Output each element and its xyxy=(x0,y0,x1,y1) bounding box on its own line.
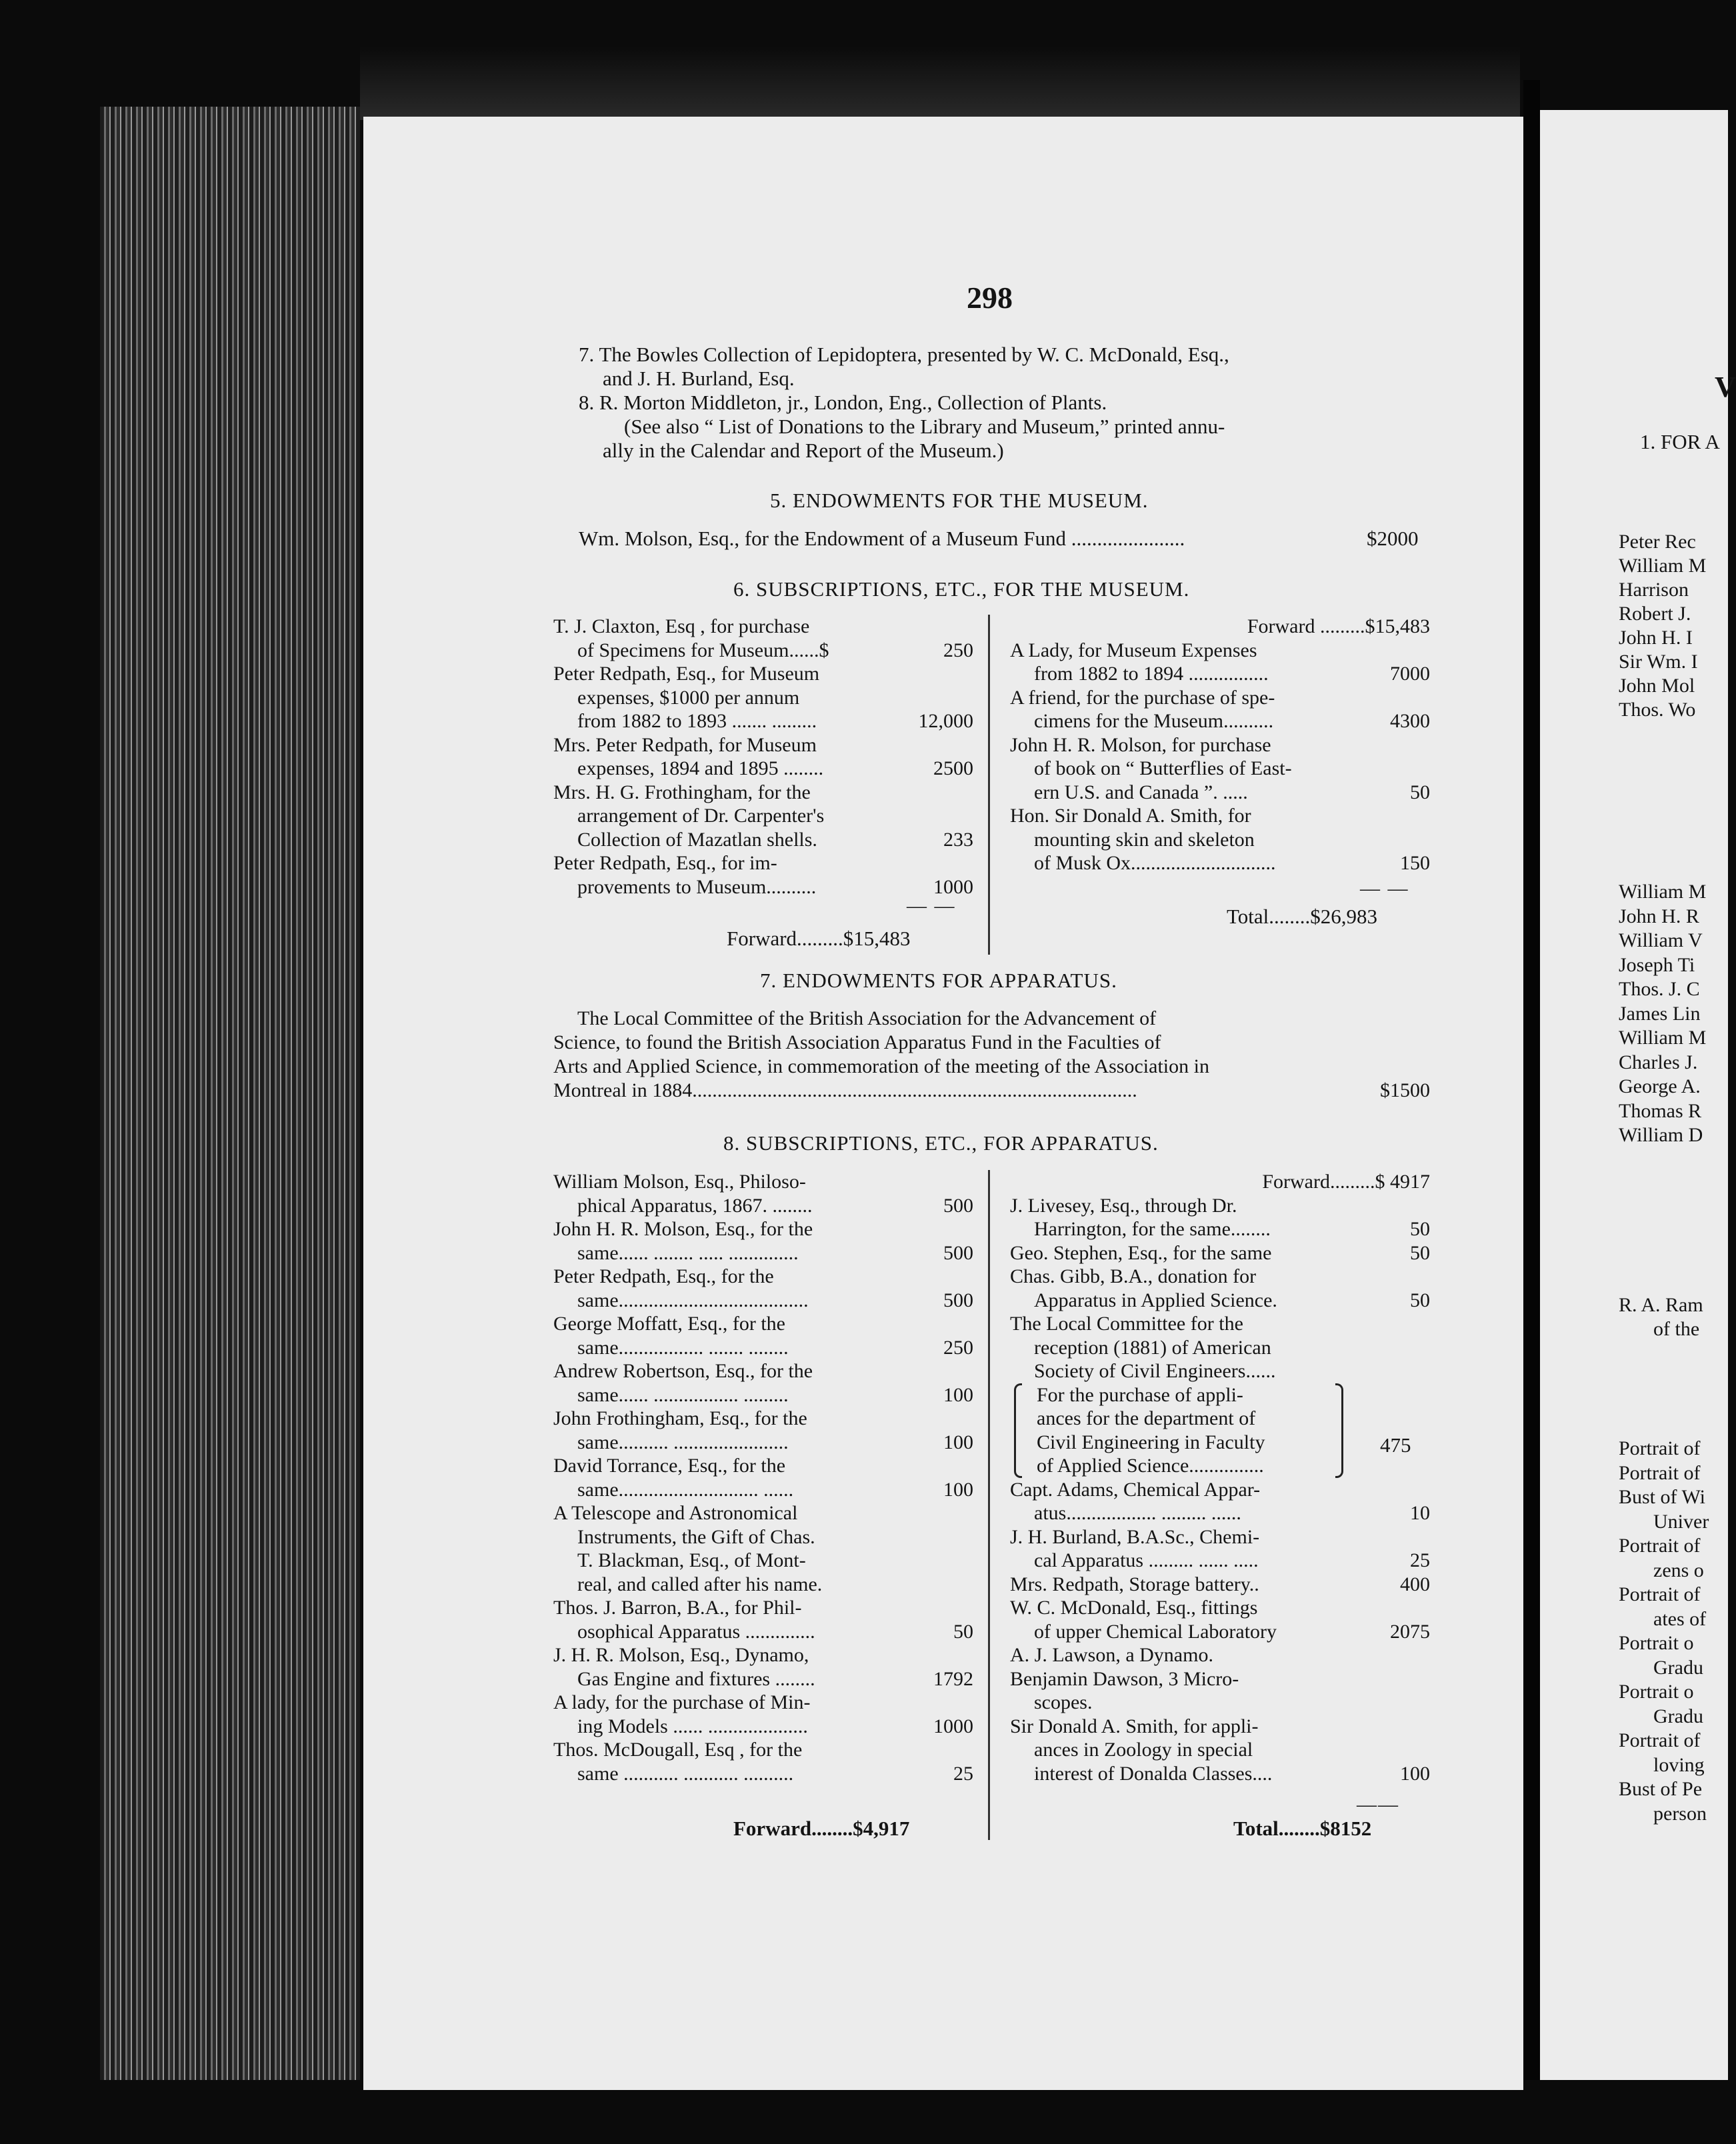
section-6-right-column xyxy=(1010,615,1430,875)
entry-amount: 100 xyxy=(943,1431,973,1453)
entry-row xyxy=(553,1691,973,1715)
entry-row xyxy=(1010,1194,1430,1218)
facing-line: Portrait of xyxy=(1619,1437,1701,1459)
paragraph-text: Arts and Applied Science, in commemoration of the meeting of the Association in xyxy=(553,1055,1209,1077)
facing-line: Portrait of xyxy=(1619,1461,1701,1484)
entry-text: same.......... ....................... xyxy=(577,1431,789,1453)
facing-title-fragment: V xyxy=(1715,371,1736,403)
entry-row xyxy=(1010,639,1430,663)
entry-text: from 1882 to 1894 ................ xyxy=(1034,663,1269,685)
facing-line: Charles J. xyxy=(1619,1051,1698,1073)
facing-line: Bust of Wi xyxy=(1619,1486,1705,1508)
section-8-right-column xyxy=(1010,1170,1430,1785)
item-8: 8. R. Morton Middleton, jr., London, Eng., Collection of Plants. xyxy=(579,391,1107,414)
entry-text: of Specimens for Museum......$ xyxy=(577,639,829,661)
entry-row xyxy=(553,1643,973,1667)
section-6-divider xyxy=(988,615,990,955)
entry-amount: 50 xyxy=(1410,1289,1430,1311)
entry-text: same...... ........ ..... .............. xyxy=(577,1241,799,1264)
entry-row xyxy=(1010,1691,1430,1715)
entry-row xyxy=(553,615,973,639)
entry-text: T. J. Claxton, Esq , for purchase xyxy=(553,615,810,637)
entry-text: expenses, $1000 per annum xyxy=(577,686,800,709)
entry-amount: 400 xyxy=(1400,1573,1430,1595)
entry-text: Peter Redpath, Esq., for im- xyxy=(553,852,777,874)
entry-text: Mrs. Redpath, Storage battery.. xyxy=(1010,1573,1259,1595)
section-6-right-rule: — — xyxy=(1360,877,1409,899)
entry-amount: 12,000 xyxy=(918,710,973,732)
facing-line: William D xyxy=(1619,1124,1703,1146)
entry-row xyxy=(1010,804,1430,828)
paragraph-line xyxy=(553,1031,1430,1055)
facing-line: John Mol xyxy=(1619,675,1695,697)
entry-text: Gas Engine and fixtures ........ xyxy=(577,1667,815,1690)
entry-text: Andrew Robertson, Esq., for the xyxy=(553,1360,813,1382)
section-6-right-total: Total........$26,983 xyxy=(1227,905,1378,928)
entry-row xyxy=(1010,1596,1430,1620)
entry-row xyxy=(553,1620,973,1644)
entry-row xyxy=(553,1715,973,1739)
facing-line: Bust of Pe xyxy=(1619,1778,1703,1800)
entry-text: of Musk Ox............................. xyxy=(1034,852,1276,874)
book-gutter xyxy=(1523,80,1540,2080)
entry-row xyxy=(1010,686,1430,710)
entry-text: Thos. J. Barron, B.A., for Phil- xyxy=(553,1597,802,1619)
entry-row xyxy=(1010,709,1430,733)
entry-amount: 500 xyxy=(943,1289,973,1311)
entry-row xyxy=(1010,1454,1430,1478)
entry-text: cimens for the Museum.......... xyxy=(1034,710,1274,732)
facing-line: William M xyxy=(1619,555,1707,577)
entry-text: J. H. Burland, B.A.Sc., Chemi- xyxy=(1010,1525,1260,1548)
entry-row xyxy=(1010,1525,1430,1549)
section-8-left-total: Forward........$4,917 xyxy=(733,1817,910,1840)
entry-text: real, and called after his name. xyxy=(577,1573,823,1595)
page-number: 298 xyxy=(967,281,1013,315)
entry-text: Collection of Mazatlan shells. xyxy=(577,828,817,851)
entry-amount: 250 xyxy=(943,1336,973,1359)
entry-text: of upper Chemical Laboratory xyxy=(1034,1620,1277,1643)
facing-line: William V xyxy=(1619,929,1703,951)
entry-row xyxy=(1010,1336,1430,1360)
entry-row xyxy=(553,1289,973,1313)
facing-line: zens o xyxy=(1653,1559,1704,1581)
entry-row xyxy=(1010,1407,1430,1431)
facing-section-fragment: 1. FOR A xyxy=(1640,430,1720,453)
entry-text: cal Apparatus ......... ...... ..... xyxy=(1034,1549,1259,1571)
facing-line: Sir Wm. I xyxy=(1619,651,1698,673)
paragraph-text: Science, to found the British Association Apparatus Fund in the Faculties of xyxy=(553,1031,1161,1053)
entry-text: phical Apparatus, 1867. ........ xyxy=(577,1194,813,1217)
facing-line: William M xyxy=(1619,1027,1707,1049)
entry-amount: 100 xyxy=(943,1478,973,1501)
entry-text: Harrington, for the same........ xyxy=(1034,1218,1271,1240)
entry-amount: 1000 xyxy=(933,875,973,898)
entry-text: Civil Engineering in Faculty xyxy=(1037,1431,1265,1453)
section-8-left-column xyxy=(553,1170,973,1785)
entry-text: Hon. Sir Donald A. Smith, for xyxy=(1010,805,1251,827)
entry-row xyxy=(1010,1549,1430,1573)
entry-text: George Moffatt, Esq., for the xyxy=(553,1313,785,1335)
entry-row xyxy=(553,1501,973,1525)
section-8-brace-amount: 475 xyxy=(1380,1433,1411,1457)
entry-row xyxy=(1010,1241,1430,1265)
entry-text: ing Models ...... .................... xyxy=(577,1715,808,1737)
entry-amount: 25 xyxy=(1410,1549,1430,1571)
entry-amount: 500 xyxy=(943,1194,973,1217)
entry-text: provements to Museum.......... xyxy=(577,875,817,898)
entry-row xyxy=(1010,1715,1430,1739)
facing-line: Portrait o xyxy=(1619,1632,1694,1654)
entry-amount: 50 xyxy=(953,1620,973,1643)
entry-row xyxy=(553,1478,973,1502)
entry-text: Peter Redpath, Esq., for the xyxy=(553,1265,774,1287)
facing-line: Portrait o xyxy=(1619,1681,1694,1703)
entry-row xyxy=(1010,1478,1430,1502)
entry-row xyxy=(553,1431,973,1455)
entry-row xyxy=(1010,1643,1430,1667)
entry-text: W. C. McDonald, Esq., fittings xyxy=(1010,1597,1258,1619)
entry-text: John H. R. Molson, for purchase xyxy=(1010,733,1271,756)
section-6-left-total: Forward.........$15,483 xyxy=(727,927,911,950)
entry-text: For the purchase of appli- xyxy=(1037,1383,1243,1406)
entry-row xyxy=(553,757,973,781)
entry-row xyxy=(553,1525,973,1549)
facing-line: Thos. Wo xyxy=(1619,699,1696,721)
entry-row xyxy=(553,1265,973,1289)
facing-line: Harrison xyxy=(1619,579,1689,601)
entry-row xyxy=(1010,1667,1430,1691)
right-brace xyxy=(1335,1383,1343,1478)
left-brace xyxy=(1014,1383,1022,1478)
section-8-heading: 8. SUBSCRIPTIONS, ETC., FOR APPARATUS. xyxy=(723,1131,1159,1155)
entry-row xyxy=(1010,1762,1430,1786)
entry-row xyxy=(553,1407,973,1431)
entry-text: Thos. McDougall, Esq , for the xyxy=(553,1739,803,1761)
entry-text: same................. ....... ........ xyxy=(577,1336,789,1359)
entry-text: Mrs. Peter Redpath, for Museum xyxy=(553,733,817,756)
section-6-left-rule: — — xyxy=(907,895,956,917)
entry-amount: 250 xyxy=(943,639,973,661)
section-6-left-column xyxy=(553,615,973,899)
entry-row xyxy=(1010,1501,1430,1525)
entry-text: scopes. xyxy=(1034,1691,1093,1713)
book-fore-edge xyxy=(100,107,360,2080)
entry-amount: 2075 xyxy=(1390,1620,1430,1643)
entry-row xyxy=(1010,828,1430,852)
entry-row xyxy=(1010,1383,1430,1407)
entry-text: J. Livesey, Esq., through Dr. xyxy=(1010,1194,1237,1217)
paragraph-line xyxy=(553,1055,1430,1079)
section-8-right-total: Total........$8152 xyxy=(1233,1817,1372,1840)
entry-text: John H. R. Molson, Esq., for the xyxy=(553,1218,813,1240)
entry-text: Chas. Gibb, B.A., donation for xyxy=(1010,1265,1257,1287)
facing-line: Thomas R xyxy=(1619,1099,1702,1122)
section-8-right-rule: —— xyxy=(1357,1793,1399,1815)
entry-row xyxy=(553,1738,973,1762)
entry-text: Mrs. H. G. Frothingham, for the xyxy=(553,781,811,803)
entry-row xyxy=(553,1241,973,1265)
entry-amount: 100 xyxy=(1400,1762,1430,1785)
entry-text: atus.................. ......... ...... xyxy=(1034,1502,1241,1524)
entry-row xyxy=(1010,1573,1430,1597)
entry-text: mounting skin and skeleton xyxy=(1034,828,1255,851)
entry-row xyxy=(1010,851,1430,875)
entry-amount: 10 xyxy=(1410,1502,1430,1524)
entry-text: Apparatus in Applied Science. xyxy=(1034,1289,1277,1311)
page-shadow xyxy=(360,47,1520,120)
facing-line: Gradu xyxy=(1653,1705,1703,1727)
entry-row xyxy=(553,1359,973,1383)
entry-row xyxy=(1010,1265,1430,1289)
entry-row xyxy=(553,1549,973,1573)
paragraph-text: Montreal in 1884......................................................................................... xyxy=(553,1079,1137,1101)
facing-line: William M xyxy=(1619,881,1707,903)
note-line-1: (See also “ List of Donations to the Library and Museum,” printed annu- xyxy=(624,415,1225,438)
facing-line: John H. R xyxy=(1619,905,1699,927)
entry-text: Sir Donald A. Smith, for appli- xyxy=(1010,1715,1259,1737)
facing-line: Portrait of xyxy=(1619,1729,1701,1751)
facing-line: Univer xyxy=(1653,1510,1709,1533)
entry-row xyxy=(553,1573,973,1597)
facing-line: ates of xyxy=(1653,1607,1707,1630)
entry-amount: 50 xyxy=(1410,1241,1430,1264)
entry-row xyxy=(1010,1620,1430,1644)
entry-amount: 100 xyxy=(943,1383,973,1406)
facing-page xyxy=(1540,110,1736,2080)
entry-text: interest of Donalda Classes.... xyxy=(1034,1762,1273,1785)
entry-text: T. Blackman, Esq., of Mont- xyxy=(577,1549,806,1571)
entry-row xyxy=(553,1170,973,1194)
section-5-heading: 5. ENDOWMENTS FOR THE MUSEUM. xyxy=(770,489,1149,512)
entry-text: arrangement of Dr. Carpenter's xyxy=(577,805,825,827)
entry-text: reception (1881) of American xyxy=(1034,1336,1271,1359)
note-line-2: ally in the Calendar and Report of the Museum.) xyxy=(603,439,1004,462)
entry-amount: 50 xyxy=(1410,781,1430,803)
entry-text: Capt. Adams, Chemical Appar- xyxy=(1010,1478,1261,1501)
facing-line: Gradu xyxy=(1653,1656,1703,1679)
entry-amount: 25 xyxy=(953,1762,973,1785)
entry-row xyxy=(1010,1738,1430,1762)
entry-text: expenses, 1894 and 1895 ........ xyxy=(577,757,824,779)
entry-text: same ........... ........... .......... xyxy=(577,1762,794,1785)
entry-amount: 500 xyxy=(943,1241,973,1264)
facing-line: person xyxy=(1653,1802,1707,1825)
entry-text: of book on “ Butterflies of East- xyxy=(1034,757,1292,779)
facing-line: Portrait of xyxy=(1619,1583,1701,1605)
entry-text: ances for the department of xyxy=(1037,1407,1256,1429)
entry-row xyxy=(1010,733,1430,757)
entry-row xyxy=(1010,1431,1430,1455)
entry-text: Instruments, the Gift of Chas. xyxy=(577,1525,815,1548)
entry-row xyxy=(553,1217,973,1241)
entry-text: A lady, for the purchase of Min- xyxy=(553,1691,811,1713)
entry-row xyxy=(553,639,973,663)
entry-amount: 1000 xyxy=(933,1715,973,1737)
facing-line: James Lin xyxy=(1619,1002,1701,1025)
entry-text: William Molson, Esq., Philoso- xyxy=(553,1171,806,1193)
entry-text: Forward.........$ 4917 xyxy=(1262,1171,1430,1193)
entry-row xyxy=(1010,1289,1430,1313)
entry-text: A friend, for the purchase of spe- xyxy=(1010,686,1275,709)
entry-amount: 233 xyxy=(943,828,973,851)
entry-row xyxy=(553,828,973,852)
section-5-amount: $2000 xyxy=(1367,527,1419,550)
entry-text: A Lady, for Museum Expenses xyxy=(1010,639,1257,661)
entry-row xyxy=(1010,1312,1430,1336)
paragraph-text: The Local Committee of the British Association for the Advancement of xyxy=(577,1007,1157,1029)
entry-row xyxy=(553,1312,973,1336)
entry-text: same...................................... xyxy=(577,1289,809,1311)
entry-row xyxy=(553,1383,973,1407)
entry-row xyxy=(1010,1359,1430,1383)
entry-row xyxy=(1010,1217,1430,1241)
entry-row xyxy=(553,662,973,686)
entry-amount: 1792 xyxy=(933,1667,973,1690)
paragraph-line xyxy=(553,1007,1430,1031)
entry-text: John Frothingham, Esq., for the xyxy=(553,1407,807,1429)
entry-text: J. H. R. Molson, Esq., Dynamo, xyxy=(553,1644,809,1666)
facing-line: Portrait of xyxy=(1619,1535,1701,1557)
entry-amount: 4300 xyxy=(1390,710,1430,732)
entry-row xyxy=(1010,757,1430,781)
entry-row xyxy=(553,686,973,710)
facing-line: John H. I xyxy=(1619,627,1693,649)
entry-row xyxy=(553,1596,973,1620)
entry-row xyxy=(1010,1170,1430,1194)
paragraph-line xyxy=(553,1079,1430,1103)
entry-row xyxy=(553,709,973,733)
entry-row xyxy=(553,1194,973,1218)
item-7-line-1: 7. The Bowles Collection of Lepidoptera, presented by W. C. McDonald, Esq., xyxy=(579,343,1229,366)
entry-row xyxy=(553,851,973,875)
entry-row xyxy=(553,1762,973,1786)
entry-amount: 2500 xyxy=(933,757,973,779)
entry-row xyxy=(553,1667,973,1691)
facing-line: loving xyxy=(1653,1753,1705,1776)
entry-row xyxy=(553,1454,973,1478)
facing-line: R. A. Ram xyxy=(1619,1294,1703,1316)
entry-amount: 50 xyxy=(1410,1218,1430,1240)
entry-text: Geo. Stephen, Esq., for the same xyxy=(1010,1241,1272,1264)
entry-amount: 7000 xyxy=(1390,663,1430,685)
entry-text: ern U.S. and Canada ”. ..... xyxy=(1034,781,1248,803)
entry-row xyxy=(1010,781,1430,805)
entry-text: David Torrance, Esq., for the xyxy=(553,1455,786,1477)
section-7-amount: $1500 xyxy=(1380,1079,1430,1101)
entry-text: Society of Civil Engineers...... xyxy=(1034,1360,1276,1382)
entry-row xyxy=(553,1336,973,1360)
section-7-body xyxy=(553,1007,1430,1103)
entry-text: Peter Redpath, Esq., for Museum xyxy=(553,663,820,685)
facing-line: Peter Rec xyxy=(1619,531,1696,553)
section-7-heading: 7. ENDOWMENTS FOR APPARATUS. xyxy=(760,969,1117,992)
entry-row xyxy=(1010,662,1430,686)
section-8-divider xyxy=(988,1170,990,1840)
entry-text: of Applied Science............... xyxy=(1037,1455,1264,1477)
entry-text: Forward .........$15,483 xyxy=(1247,615,1430,637)
entry-text: A Telescope and Astronomical xyxy=(553,1502,798,1524)
entry-text: Benjamin Dawson, 3 Micro- xyxy=(1010,1667,1239,1690)
entry-text: same...... ................. ......... xyxy=(577,1383,789,1406)
entry-text: The Local Committee for the xyxy=(1010,1313,1243,1335)
entry-row xyxy=(553,804,973,828)
facing-line: George A. xyxy=(1619,1075,1701,1097)
facing-line: of the xyxy=(1653,1318,1700,1340)
entry-row xyxy=(553,781,973,805)
facing-line: Joseph Ti xyxy=(1619,953,1695,976)
item-7-line-2: and J. H. Burland, Esq. xyxy=(603,367,795,390)
entry-row xyxy=(1010,615,1430,639)
entry-row xyxy=(553,733,973,757)
facing-line: Robert J. xyxy=(1619,603,1691,625)
section-5-text: Wm. Molson, Esq., for the Endowment of a Museum Fund ...................... xyxy=(579,527,1185,550)
entry-amount: 150 xyxy=(1400,852,1430,874)
section-6-heading: 6. SUBSCRIPTIONS, ETC., FOR THE MUSEUM. xyxy=(733,577,1190,601)
entry-text: from 1882 to 1893 ....... ......... xyxy=(577,710,817,732)
entry-text: A. J. Lawson, a Dynamo. xyxy=(1010,1644,1213,1666)
entry-text: osophical Apparatus .............. xyxy=(577,1620,815,1643)
facing-line: Thos. J. C xyxy=(1619,978,1700,1000)
entry-text: ances in Zoology in special xyxy=(1034,1739,1253,1761)
entry-text: same............................ ...... xyxy=(577,1478,794,1501)
